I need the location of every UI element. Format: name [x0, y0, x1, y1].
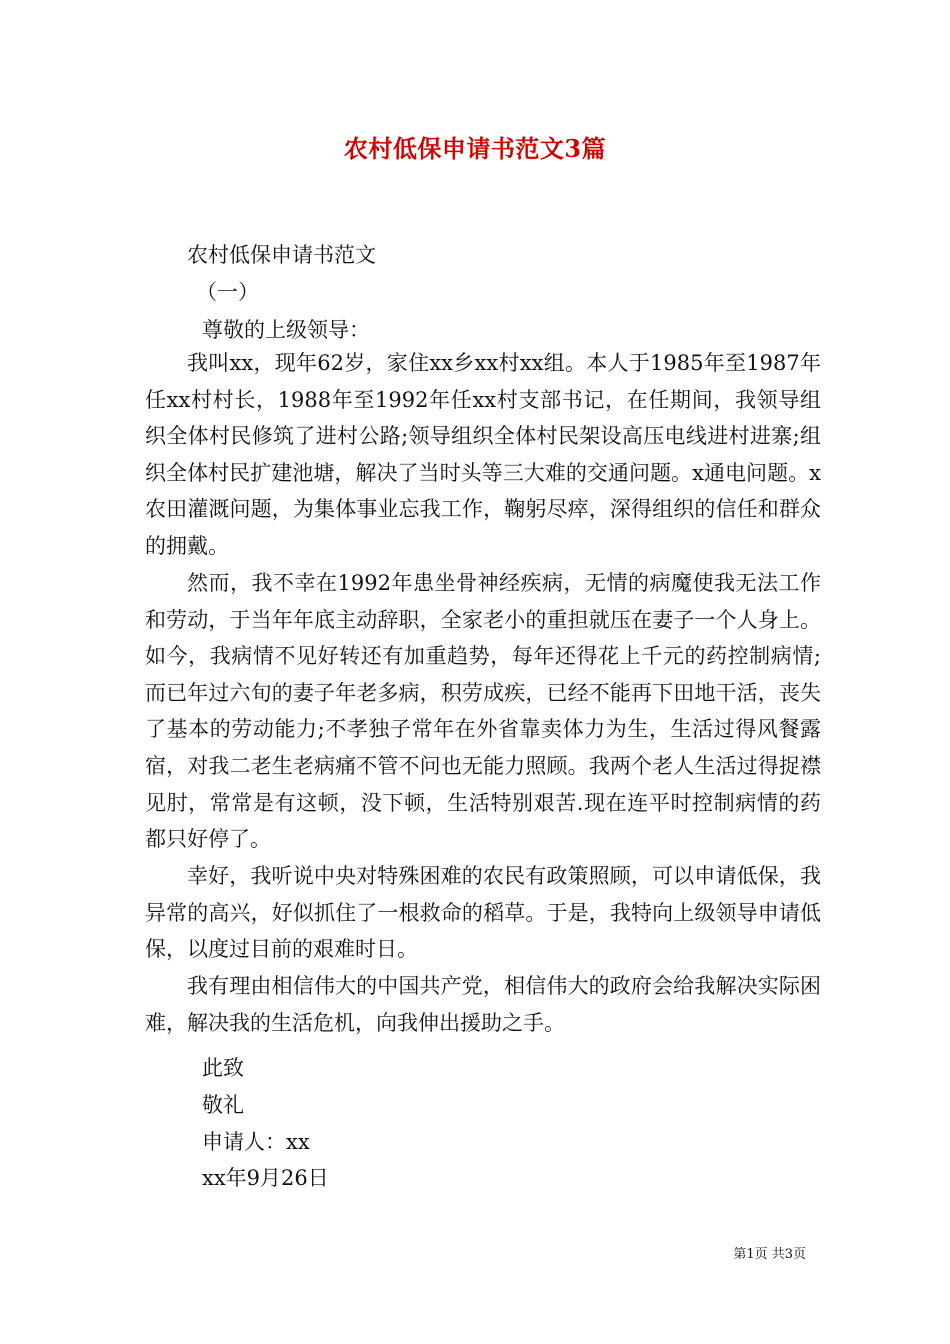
paragraph-4: 我有理由相信伟大的中国共产党，相信伟大的政府会给我解决实际困难，解决我的生活危机，向我伸出援助之手。 [145, 974, 821, 1035]
document-subtitle: 农村低保申请书范文 [187, 243, 376, 267]
section-number: （一） [196, 280, 259, 304]
closing-salutation: 此致 [202, 1056, 244, 1080]
paragraph-3: 幸好，我听说中央对特殊困难的农民有政策照顾，可以申请低保，我异常的高兴，好似抓住了一根救命的稻草。于是，我特向上级领导申请低保，以度过目前的艰难时日。 [145, 864, 821, 962]
closing-regards: 敬礼 [202, 1093, 244, 1117]
paragraph-1: 我叫xx，现年62岁，家住xx乡xx村xx组。本人于1985年至1987年任xx村村长，1988年至1992年任xx村支部书记，在任期间，我领导组织全体村民修筑了进村公路;领导组织全体村民架设高压电线进村进寨;组织全体村民扩建池塘，解决了当时头等三大难的交通问题。x通电问题。x农田灌溉问题，为集体事业忘我工作，鞠躬尽瘁，深得组织的信任和群众的拥戴。 [145, 351, 821, 558]
applicant-signature: 申请人：xx [202, 1130, 310, 1154]
page-number-footer: 第1页 共3页 [733, 1247, 806, 1262]
document-title: 农村低保申请书范文3篇 [343, 134, 607, 163]
salutation: 尊敬的上级领导： [202, 318, 370, 342]
paragraph-2: 然而，我不幸在1992年患坐骨神经疾病，无情的病魔使我无法工作和劳动，于当年年底主动辞职，全家老小的重担就压在妻子一个人身上。如今，我病情不见好转还有加重趋势，每年还得花上千元的药控制病情;而已年过六旬的妻子年老多病，积劳成疾，已经不能再下田地干活，丧失了基本的劳动能力;不孝独子常年在外省靠卖体力为生，生活过得风餐露宿，对我二老生老病痛不管不问也无能力照顾。我两个老人生活过得捉襟见肘，常常是有这顿，没下顿，生活特别艰苦.现在连平时控制病情的药都只好停了。 [145, 571, 821, 852]
application-date: xx年9月26日 [202, 1166, 329, 1190]
